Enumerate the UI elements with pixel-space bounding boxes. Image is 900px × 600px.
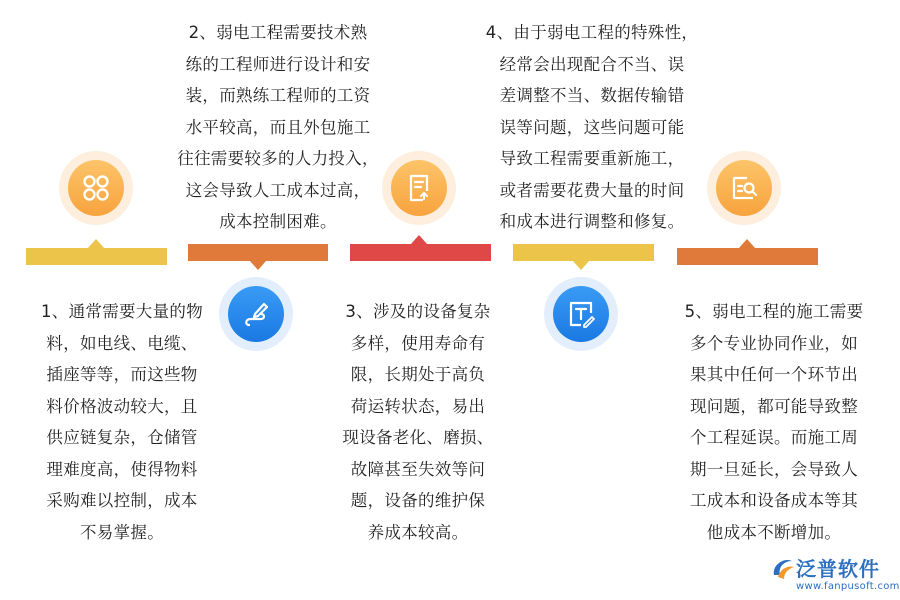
bar-5 [677, 248, 818, 265]
bar-1-notch [88, 239, 104, 248]
bar-4 [513, 244, 654, 261]
item-text-2: 2、弱电工程需要技术熟 练的工程师进行设计和安 装，而熟练工程师的工资 水平较高，而且外包施工 往往需要较多的人力投入， 这会导致人工成本过高， 成本控制困难。 [177, 23, 379, 231]
brand-url: www.fanpusoft.com [796, 581, 900, 592]
bar-1 [26, 248, 167, 265]
search-list-icon [729, 173, 759, 203]
text-edit-icon [566, 299, 596, 329]
brand-logo [770, 553, 880, 582]
four-dots-icon [81, 173, 111, 203]
document-upload-icon [404, 173, 434, 203]
icon-circle-3 [382, 151, 456, 225]
bar-3 [350, 244, 491, 261]
bar-4-notch [573, 261, 589, 270]
item-text-1: 1、通常需要大量的物 料，如电线、电缆、 插座等等，而这些物 料价格波动较大，且 供应链复杂，仓储管 理难度高，使得物料 采购难以控制，成本 不易掌握。 [41, 302, 203, 542]
bar-2-notch [250, 261, 266, 270]
brand-name: 泛普软件 [796, 557, 880, 581]
icon-circle-1 [59, 151, 133, 225]
bar-2 [188, 244, 328, 261]
icon-circle-4 [544, 277, 618, 351]
brand-logo-icon [770, 555, 796, 581]
item-text-4: 4、由于弱电工程的特殊性， 经常会出现配合不当、误 差调整不当、数据传输错 误等问题，这些问题可能 导致工程需要重新施工， 或者需要花费大量的时间 和成本进行调整和修复。 [485, 23, 699, 231]
item-text-3: 3、涉及的设备复杂 多样，使用寿命有 限，长期处于高负 荷运转状态，易出 现设备老化、磨损、 故障甚至失效等问 题，设备的维护保 养成本较高。 [342, 302, 494, 542]
bar-3-notch [411, 235, 427, 244]
icon-circle-2 [219, 277, 293, 351]
item-text-5: 5、弱电工程的施工需要 多个专业协同作业，如 果其中任何一个环节出 现问题，都可能导致整 个工程延误。而施工周 期一旦延长，会导致人 工成本和设备成本等其 他成本不断增加。 [684, 302, 864, 542]
pen-icon [241, 299, 271, 329]
icon-circle-5 [707, 151, 781, 225]
bar-5-notch [739, 239, 755, 248]
